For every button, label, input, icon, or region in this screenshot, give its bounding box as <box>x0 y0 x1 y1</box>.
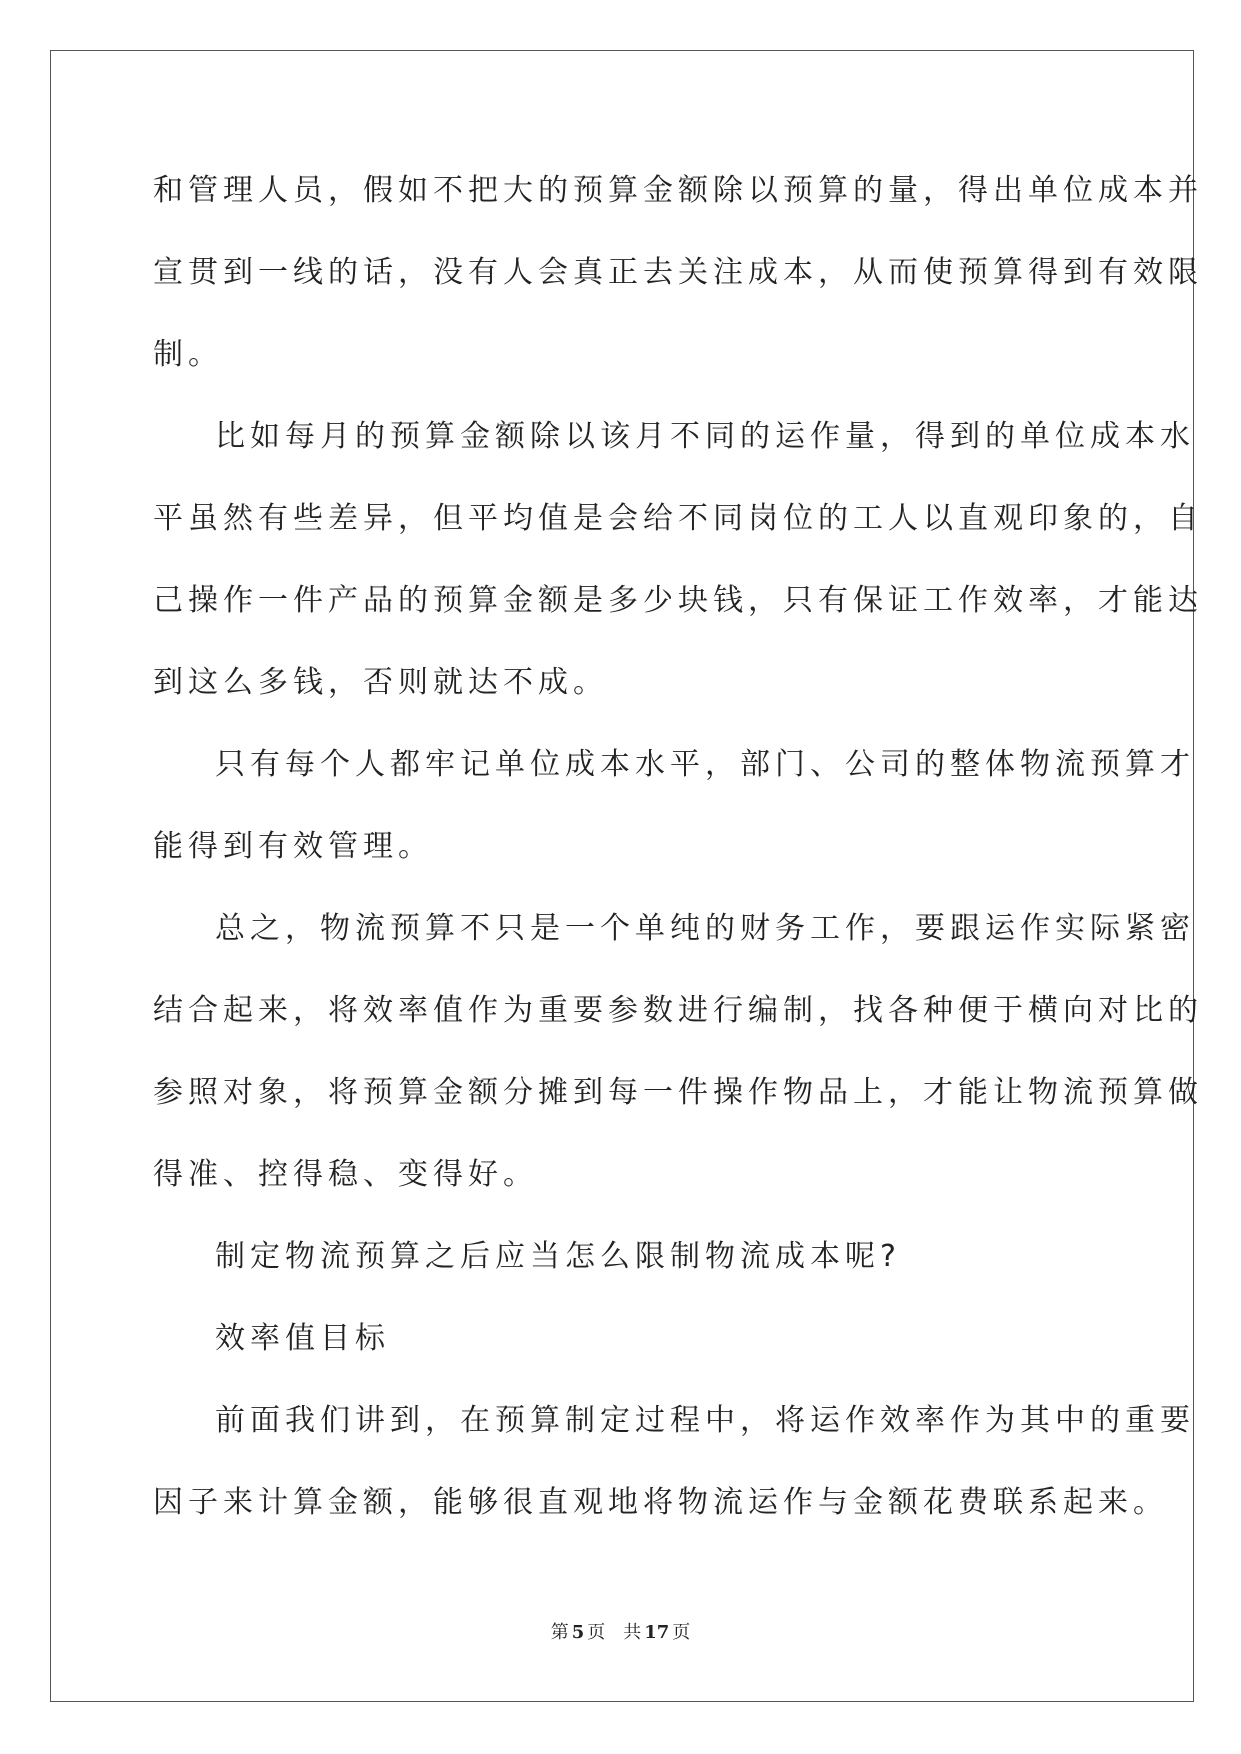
text-line <box>153 1134 1093 1216</box>
line-text: 到这么多钱，否则就达不成。 <box>153 665 608 700</box>
text-line <box>153 1216 1093 1298</box>
text-line <box>153 150 1203 232</box>
line-text: 制。 <box>153 337 223 372</box>
page-prefix: 第 <box>550 1622 569 1643</box>
line-text: 因子来计算金额，能够很直观地将物流运作与金额花费联系起来。 <box>153 1485 1168 1520</box>
text-line <box>153 970 1203 1052</box>
line-text: 效率值目标 <box>215 1321 390 1356</box>
page-number: 5 <box>571 1622 585 1643</box>
text-line <box>153 396 1195 478</box>
text-line <box>153 888 1195 970</box>
page-suffix: 页 <box>587 1622 606 1643</box>
total-pages: 17 <box>644 1622 670 1643</box>
text-line <box>153 1052 1203 1134</box>
line-text: 结合起来，将效率值作为重要参数进行编制，找各种便于横向对比的 <box>153 993 1203 1028</box>
text-line <box>153 560 1203 642</box>
text-line <box>153 642 1093 724</box>
line-text: 己操作一件产品的预算金额是多少块钱，只有保证工作效率，才能达 <box>153 583 1203 618</box>
line-text: 制定物流预算之后应当怎么限制物流成本呢? <box>215 1239 901 1274</box>
text-line <box>153 1298 1093 1380</box>
text-line <box>153 806 1093 888</box>
line-text: 前面我们讲到，在预算制定过程中，将运作效率作为其中的重要 <box>215 1403 1195 1438</box>
text-line <box>153 1380 1195 1462</box>
total-suffix: 页 <box>672 1622 691 1643</box>
line-text: 总之，物流预算不只是一个单纯的财务工作，要跟运作实际紧密 <box>215 911 1195 946</box>
line-text: 只有每个人都牢记单位成本水平，部门、公司的整体物流预算才 <box>215 747 1195 782</box>
line-text: 比如每月的预算金额除以该月不同的运作量，得到的单位成本水 <box>215 419 1195 454</box>
document-body <box>153 150 1203 1544</box>
line-text: 和管理人员，假如不把大的预算金额除以预算的量，得出单位成本并 <box>153 173 1203 208</box>
text-line <box>153 478 1203 560</box>
text-line <box>153 232 1203 314</box>
line-text: 宣贯到一线的话，没有人会真正去关注成本，从而使预算得到有效限 <box>153 255 1203 290</box>
text-line <box>153 724 1195 806</box>
line-text: 参照对象，将预算金额分摊到每一件操作物品上，才能让物流预算做 <box>153 1075 1203 1110</box>
line-text: 能得到有效管理。 <box>153 829 433 864</box>
total-prefix: 共 <box>623 1622 642 1643</box>
line-text: 平虽然有些差异，但平均值是会给不同岗位的工人以直观印象的，自 <box>153 501 1203 536</box>
text-line <box>153 1462 1168 1544</box>
page-footer <box>0 1618 1241 1644</box>
line-text: 得准、控得稳、变得好。 <box>153 1157 538 1192</box>
text-line <box>153 314 1093 396</box>
